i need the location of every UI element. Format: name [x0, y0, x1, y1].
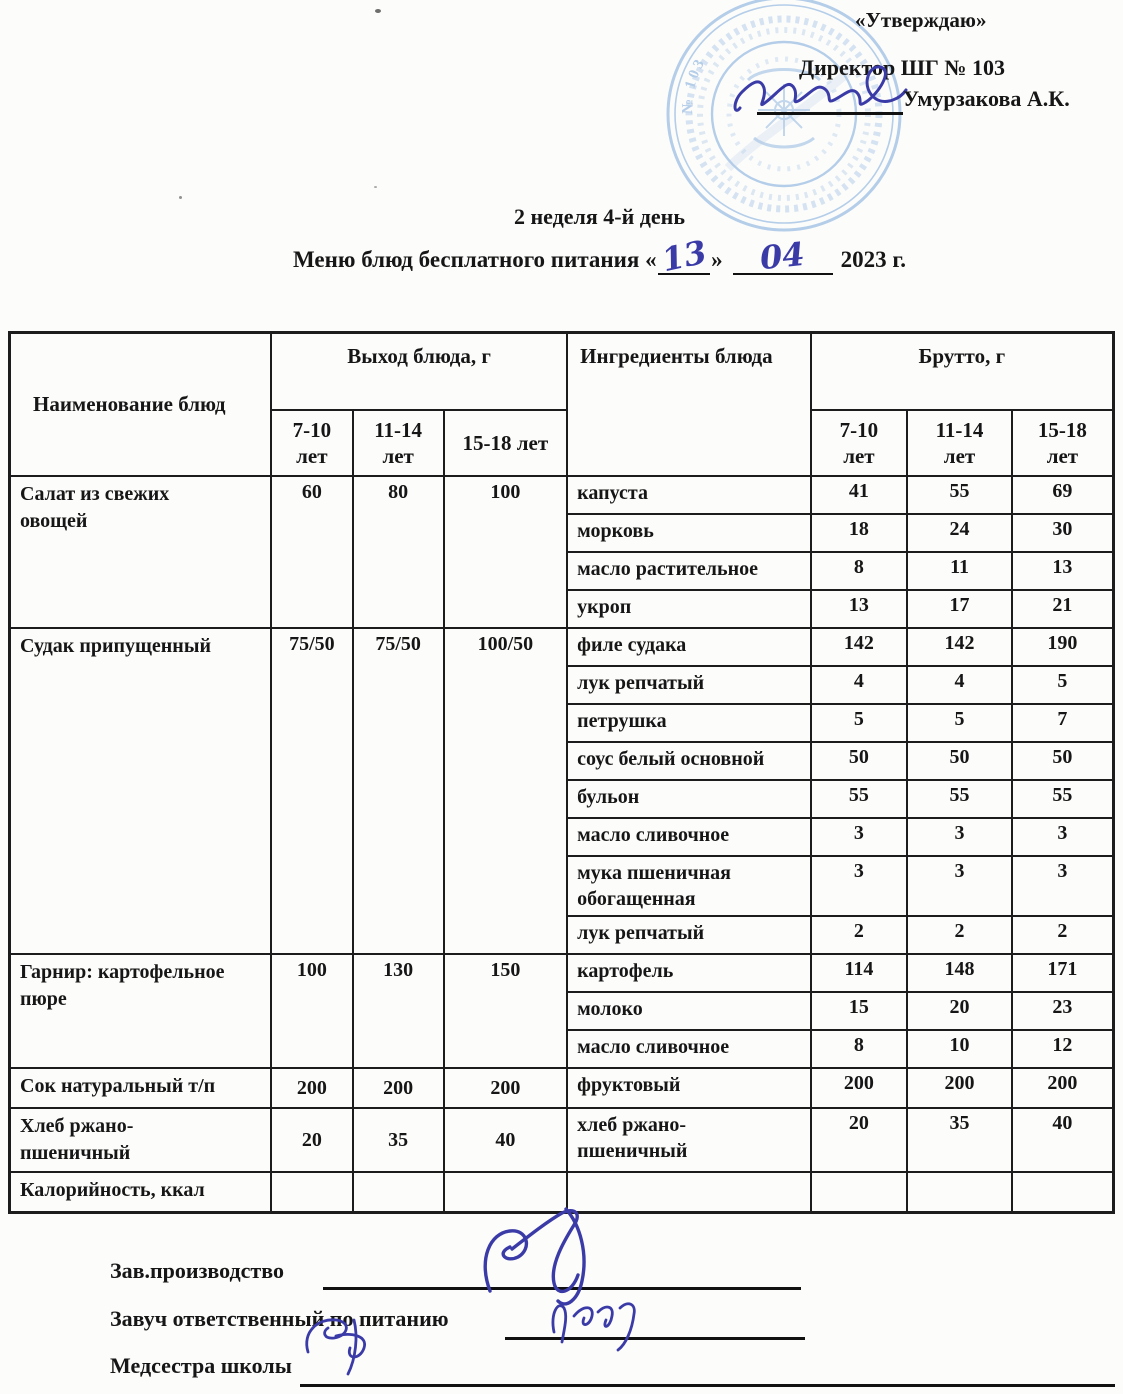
brutto-cell: 23	[1012, 992, 1114, 1030]
brutto-cell: 20	[907, 992, 1012, 1030]
brutto-cell: 15	[811, 992, 908, 1030]
menu-table	[8, 331, 1115, 1214]
output-cell: 100	[444, 476, 568, 628]
brutto-cell: 3	[907, 818, 1012, 856]
brutto-cell: 35	[907, 1108, 1012, 1172]
director-name: Умурзакова А.К.	[903, 86, 1070, 111]
brutto-cell: 17	[907, 590, 1012, 628]
ingredient-cell: соус белый основной	[567, 742, 810, 780]
production-manager-label: Зав.производство	[110, 1258, 284, 1283]
brutto-cell: 50	[1012, 742, 1114, 780]
output-cell: 40	[444, 1108, 568, 1172]
scan-speck	[374, 186, 377, 188]
brutto-cell: 50	[907, 742, 1012, 780]
ingredient-cell: картофель	[567, 954, 810, 992]
brutto-cell: 55	[1012, 780, 1114, 818]
scan-speck	[179, 196, 182, 199]
ingredient-cell: хлеб ржано- пшеничный	[567, 1108, 810, 1172]
brutto-cell: 190	[1012, 628, 1114, 666]
dish-name-cell: Сок натуральный т/п	[10, 1068, 271, 1108]
output-cell	[353, 1172, 444, 1213]
brutto-cell	[907, 1172, 1012, 1213]
output-cell: 100	[271, 954, 353, 1068]
brutto-cell: 2	[907, 916, 1012, 954]
output-cell: 130	[353, 954, 444, 1068]
output-cell: 75/50	[353, 628, 444, 954]
brutto-cell: 10	[907, 1030, 1012, 1068]
week-day-title: 2 неделя 4-й день	[514, 204, 685, 229]
table-row	[10, 1108, 1114, 1172]
ingredient-cell: филе судака	[567, 628, 810, 666]
brutto-cell: 4	[811, 666, 908, 704]
output-cell: 35	[353, 1108, 444, 1172]
ingredient-cell: фруктовый	[567, 1068, 810, 1108]
scan-speck	[375, 9, 381, 13]
ingredient-cell: морковь	[567, 514, 810, 552]
output-cell: 75/50	[271, 628, 353, 954]
handwritten-day: 13	[658, 232, 710, 280]
brutto-cell: 3	[907, 856, 1012, 916]
age-header-brutto-0: 7-10 лет	[811, 410, 908, 476]
output-cell: 60	[271, 476, 353, 628]
brutto-cell: 13	[811, 590, 908, 628]
output-cell: 80	[353, 476, 444, 628]
ingredient-cell: капуста	[567, 476, 810, 514]
ingredient-cell: петрушка	[567, 704, 810, 742]
handwritten-day-line	[658, 232, 711, 280]
brutto-cell: 40	[1012, 1108, 1114, 1172]
dish-name-cell: Судак припущенный	[10, 628, 271, 954]
brutto-cell: 5	[1012, 666, 1114, 704]
brutto-cell: 55	[811, 780, 908, 818]
menu-table-body	[10, 476, 1114, 1213]
dish-name-cell: Салат из свежих овощей	[10, 476, 271, 628]
brutto-cell: 8	[811, 552, 908, 590]
ingredient-cell: мука пшеничная обогащенная	[567, 856, 810, 916]
ingredient-cell: лук репчатый	[567, 666, 810, 704]
menu-title-close-quote: »	[711, 247, 723, 272]
group-header-row	[10, 333, 1114, 411]
ingredient-cell: укроп	[567, 590, 810, 628]
director-title: Директор ШГ № 103	[799, 55, 1006, 80]
brutto-cell: 3	[1012, 818, 1114, 856]
table-row	[10, 476, 1114, 514]
brutto-cell	[1012, 1172, 1114, 1213]
table-row	[10, 1068, 1114, 1108]
output-group-header: Выход блюда, г	[271, 333, 567, 411]
dish-name-cell: Хлеб ржано- пшеничный	[10, 1108, 271, 1172]
output-cell: 150	[444, 954, 568, 1068]
brutto-cell: 69	[1012, 476, 1114, 514]
brutto-cell: 41	[811, 476, 908, 514]
brutto-cell: 4	[907, 666, 1012, 704]
ingredient-cell: лук репчатый	[567, 916, 810, 954]
age-header-output-0: 7-10 лет	[271, 410, 353, 476]
menu-title-year: 2023 г.	[840, 247, 906, 272]
dish-name-cell: Калорийность, ккал	[10, 1172, 271, 1213]
brutto-cell: 5	[811, 704, 908, 742]
brutto-cell: 55	[907, 476, 1012, 514]
brutto-cell: 3	[811, 818, 908, 856]
table-row	[10, 628, 1114, 666]
age-header-output-2: 15-18 лет	[444, 410, 568, 476]
nurse-label: Медсестра школы	[110, 1353, 292, 1378]
ingredients-column-header: Ингредиенты блюда	[567, 333, 810, 477]
brutto-cell: 200	[811, 1068, 908, 1108]
handwritten-month: 04	[758, 234, 807, 278]
handwritten-month-line	[733, 234, 833, 278]
brutto-cell: 3	[811, 856, 908, 916]
nutrition-head-signature	[540, 1280, 665, 1352]
dish-name-cell: Гарнир: картофельное пюре	[10, 954, 271, 1068]
ingredient-cell: бульон	[567, 780, 810, 818]
brutto-cell: 24	[907, 514, 1012, 552]
stamp-text-fragment: № 103	[679, 54, 710, 115]
output-cell: 200	[353, 1068, 444, 1108]
brutto-cell: 3	[1012, 856, 1114, 916]
ingredient-cell: масло сливочное	[567, 1030, 810, 1068]
brutto-cell: 148	[907, 954, 1012, 992]
brutto-cell: 21	[1012, 590, 1114, 628]
brutto-cell: 200	[1012, 1068, 1114, 1108]
output-cell: 100/50	[444, 628, 568, 954]
output-cell	[271, 1172, 353, 1213]
brutto-cell: 11	[907, 552, 1012, 590]
brutto-cell: 142	[907, 628, 1012, 666]
age-header-output-1: 11-14 лет	[353, 410, 444, 476]
brutto-cell: 20	[811, 1108, 908, 1172]
brutto-cell: 142	[811, 628, 908, 666]
age-header-brutto-2: 15-18 лет	[1012, 410, 1114, 476]
output-cell: 20	[271, 1108, 353, 1172]
brutto-cell: 50	[811, 742, 908, 780]
brutto-cell: 5	[907, 704, 1012, 742]
brutto-cell: 12	[1012, 1030, 1114, 1068]
table-row	[10, 954, 1114, 992]
menu-title	[38, 232, 1123, 280]
brutto-cell: 55	[907, 780, 1012, 818]
brutto-cell: 18	[811, 514, 908, 552]
brutto-cell: 200	[907, 1068, 1012, 1108]
ingredient-cell: масло сливочное	[567, 818, 810, 856]
brutto-cell: 171	[1012, 954, 1114, 992]
age-header-brutto-1: 11-14 лет	[907, 410, 1012, 476]
output-cell: 200	[444, 1068, 568, 1108]
brutto-cell: 30	[1012, 514, 1114, 552]
menu-table-head	[10, 333, 1114, 477]
brutto-cell	[811, 1172, 908, 1213]
brutto-group-header: Брутто, г	[811, 333, 1114, 411]
brutto-cell: 2	[1012, 916, 1114, 954]
nurse-signature	[292, 1310, 407, 1382]
menu-title-prefix: Меню блюд бесплатного питания «	[293, 247, 657, 272]
director-signature	[732, 58, 917, 128]
brutto-cell: 7	[1012, 704, 1114, 742]
nurse-signature-line	[300, 1384, 1115, 1387]
brutto-cell: 2	[811, 916, 908, 954]
brutto-cell: 8	[811, 1030, 908, 1068]
nutrition-head-label: Завуч ответственный по питанию	[110, 1306, 449, 1331]
brutto-cell: 114	[811, 954, 908, 992]
brutto-cell: 13	[1012, 552, 1114, 590]
ingredient-cell: молоко	[567, 992, 810, 1030]
name-column-header: Наименование блюд	[10, 333, 271, 477]
output-cell: 200	[271, 1068, 353, 1108]
ingredient-cell: масло растительное	[567, 552, 810, 590]
approve-label: «Утверждаю»	[855, 8, 987, 32]
